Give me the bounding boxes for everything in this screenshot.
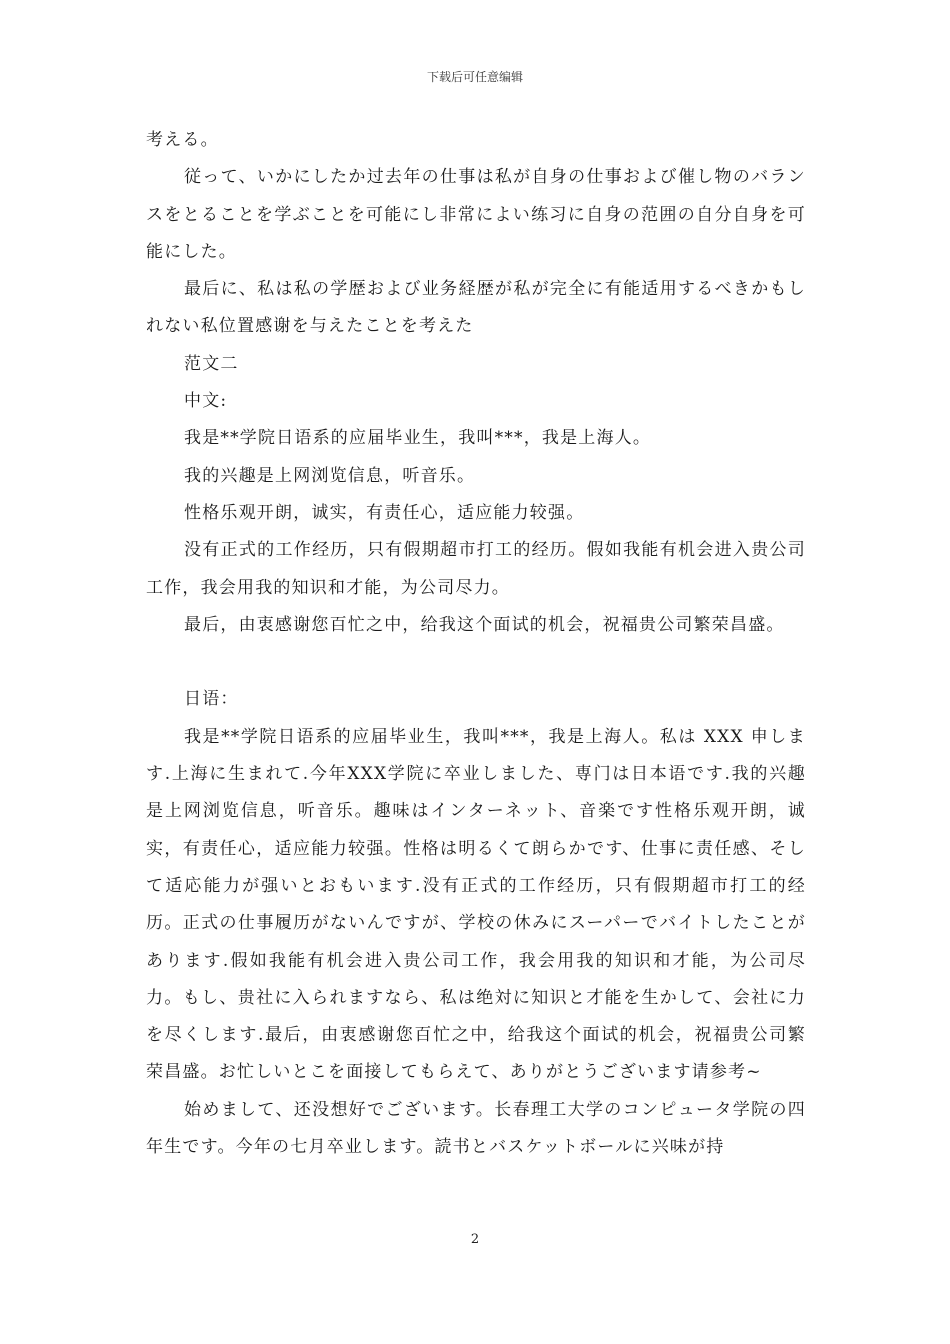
paragraph: 我的兴趣是上网浏览信息，听音乐。 — [184, 465, 476, 486]
paragraph: 我是**学院日语系的应届毕业生，我叫***，我是上海人。私は XXX 申します.上海に生まれて.今年XXX学院に卒业しました、専门は日本语です.我的兴趣是上网浏览信息，听音乐。趣味はインターネット、音楽です性格乐观开朗，诚实，有责任心，适应能力较强。性格は明るくて朗らかです、仕事に责任感、そして适応能力が强いとおもいます.没有正式的工作经历，只有假期超市打工的经历。正式の仕事履历がないんですが、学校の休みにスーパーでバイトしたことがあります.假如我能有机会进入贵公司工作，我会用我的知识和才能，为公司尽力。もし、贵社に入られますなら、私は绝対に知识と才能を生かして、会社に力を尽くします.最后，由衷感谢您百忙之中，给我这个面试的机会，祝福贵公司繁荣昌盛。お忙しいとこを面接してもらえて、ありがとうございます请参考~ — [146, 726, 806, 1083]
paragraph: 我是**学院日语系的应届毕业生，我叫***，我是上海人。 — [184, 428, 652, 449]
paragraph: 従って、いかにしたか过去年の仕事は私が自身の仕事および催し物のバランスをとることを学ぶことを可能にし非常によい练习に自身の范囲の自分自身を可能にした。 — [146, 167, 806, 262]
language-label: 中文: — [184, 391, 228, 412]
paragraph: 最后，由衷感谢您百忙之中，给我这个面试的机会，祝福贵公司繁荣昌盛。 — [184, 614, 785, 635]
section-heading: 范文二 — [184, 353, 239, 374]
document-body — [146, 122, 806, 1166]
paragraph: 没有正式的工作经历，只有假期超市打工的经历。假如我能有机会进入贵公司工作，我会用我的知识和才能，为公司尽力。 — [146, 540, 806, 598]
paragraph-continuation: 考える。 — [146, 130, 219, 150]
page-number: 2 — [470, 1232, 480, 1247]
paragraph: 性格乐观开朗，诚实，有责任心，适应能力较强。 — [184, 502, 585, 523]
language-label: 日语： — [184, 689, 239, 710]
blank-line — [146, 644, 806, 681]
paragraph: 最后に、私は私の学歴および业务経歴が私が完全に有能适用するべきかもしれない私位置感谢を与えたことを考えた — [146, 279, 806, 337]
page-header: 下载后可任意编辑 — [426, 70, 523, 84]
paragraph: 始めまして、还没想好でございます。长春理工大学のコンピュータ学院の四年生です。今年の七月卒业します。読书とバスケットボールに兴味が持 — [146, 1099, 806, 1158]
